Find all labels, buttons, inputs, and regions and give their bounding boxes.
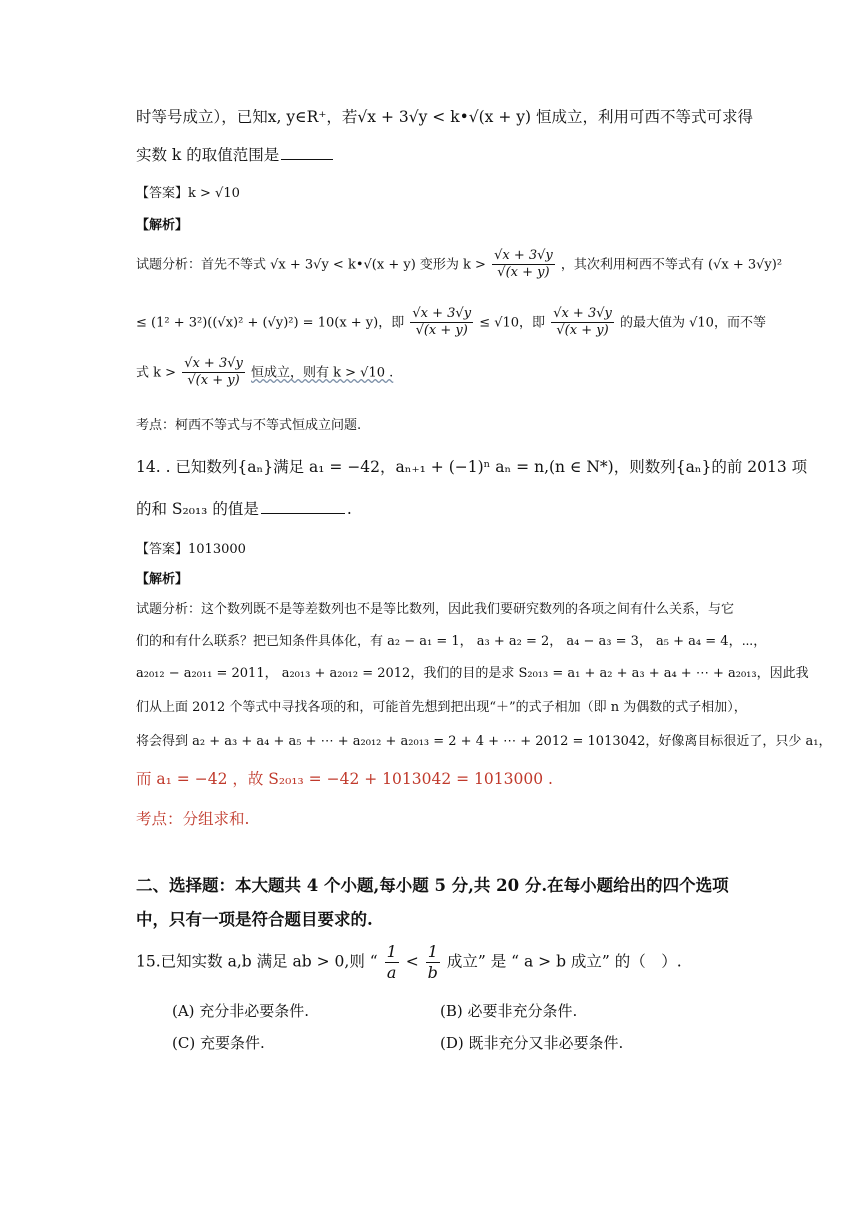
q15-stem: 15.已知实数 a,b 满足 ab > 0,则 “ $\frac{1}{a}$ < $\frac{1}{b}$ 成立” 是 “ a > b 成立” 的（ ）. [136,942,682,982]
q14-analysis-line1: 试题分析：这个数列既不是等差数列也不是等比数列，因此我们要研究数列的各项之间有什么关系，与它 [136,602,735,617]
q13-analysis-line3: 式 k > $\frac{√x + 3√y}{√(x + y)}$ 恒成立，则有 k > √10 . [136,356,394,389]
q14-answer: 【答案】1013000 [136,542,246,557]
option-d: (D) 既非充分又非必要条件. [440,1034,624,1052]
q13-analysis-line1: 试题分析：首先不等式 √x + 3√y < k•√(x + y) 变形为 k > $\frac{√x + 3√y}{√(x + y)}$ ，其次利用柯西不等式有 (√x + 3√y)² [136,248,783,281]
answer-blank [261,512,345,514]
q14-point: 考点：分组求和. [136,810,250,828]
q14-analysis-line3: a₂₀₁₂ − a₂₀₁₁ = 2011， a₂₀₁₃ + a₂₀₁₂ = 2012，我们的目的是求 S₂₀₁₃ = a₁ + a₂ + a₃ + a₄ + ⋯ + a₂₀₁₃，因此我 [136,666,809,681]
option-a: (A) 充分非必要条件. [172,1002,310,1020]
section-heading-cont: 中，只有一项是符合题目要求的. [136,910,373,929]
fraction: $\frac{√x + 3√y}{√(x + y)}$ [412,306,472,339]
q13-analysis-label: 【解析】 [136,218,189,233]
q14-analysis-line4: 们从上面 2012 个等式中寻找各项的和，可能首先想到把出现“＋”的式子相加（即 n 为偶数的式子相加）， [136,700,747,715]
section-heading: 二、选择题：本大题共 4 个小题,每小题 5 分,共 20 分.在每小题给出的四个选项 [136,876,729,895]
option-b: (B) 必要非充分条件. [440,1002,578,1020]
q13-line1: 时等号成立），已知x, y∈R⁺，若√x + 3√y < k•√(x + y) 恒成立，利用可西不等式可求得 [136,108,753,126]
fraction: $\frac{√x + 3√y}{√(x + y)}$ [553,306,612,339]
q13-answer: 【答案】k > √10 [136,186,240,201]
option-c: (C) 充要条件. [172,1034,265,1052]
q13-line2: 实数 k 的取值范围是 [136,146,760,165]
q14-analysis-label: 【解析】 [136,572,189,587]
q13-analysis-line2: ≤ (1² + 3²)((√x)² + (√y)²) = 10(x + y)，即 $\frac{√x + 3√y}{√(x + y)}$ ≤ √10，即 $\frac{√x + 3√y}{√(x + y)}$ 的最大值为 √10，而不等 [136,306,766,339]
fraction: $\frac{1}{b}$ [427,942,438,982]
fraction: $\frac{√x + 3√y}{√(x + y)}$ [494,248,553,281]
q14-analysis-line6: 而 a₁ = −42 ，故 S₂₀₁₃ = −42 + 1013042 = 1013000 . [136,770,553,788]
q14-analysis-line2: 们的和有什么联系？把已知条件具体化，有 a₂ − a₁ = 1， a₃ + a₂ = 2， a₄ − a₃ = 3， a₅ + a₄ = 4，⋯， [136,634,767,649]
q14-line2: 的和 S₂₀₁₃ 的值是 . [136,500,352,518]
q14-line1: 14. . 已知数列{aₙ}满足 a₁ = −42，aₙ₊₁ + (−1)ⁿ aₙ = n,(n ∈ N*)，则数列{aₙ}的前 2013 项 [136,458,808,476]
q14-analysis-line5: 将会得到 a₂ + a₃ + a₄ + a₅ + ⋯ + a₂₀₁₂ + a₂₀₁₃ = 2 + 4 + ⋯ + 2012 = 1013042，好像离目标很近了，只少 a₁， [136,734,832,749]
q13-point: 考点：柯西不等式与不等式恒成立问题. [136,418,362,433]
fraction: $\frac{√x + 3√y}{√(x + y)}$ [184,356,243,389]
answer-blank [281,158,333,160]
fraction: $\frac{1}{a}$ [386,942,397,982]
